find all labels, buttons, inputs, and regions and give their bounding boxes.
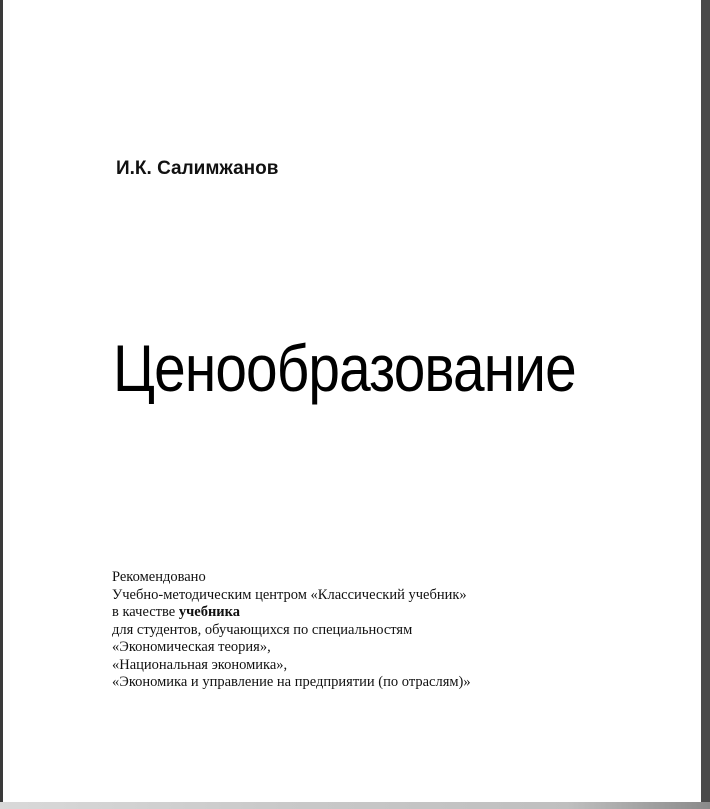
document-page: [3, 0, 701, 802]
recommendation-line: для студентов, обучающихся по специальностям: [112, 621, 413, 638]
recommendation-line: Рекомендовано: [112, 569, 206, 585]
recommendation-line: «Экономическая теория»,: [112, 639, 271, 655]
recommendation-text: в качестве: [112, 604, 179, 620]
recommendation-line: Учебно-методическим центром «Классический учебник»: [112, 586, 467, 603]
viewer-right-edge: [701, 0, 710, 809]
author-name: И.К. Салимжанов: [116, 158, 279, 179]
recommendation-line: «Экономика и управление на предприятии (по отраслям)»: [112, 674, 471, 690]
recommendation-block: [112, 569, 471, 692]
book-title: Ценообразование: [113, 331, 576, 405]
recommendation-line: «Национальная экономика»,: [112, 656, 288, 673]
recommendation-bold-text: учебника: [178, 604, 241, 620]
viewer-bottom-edge: [0, 802, 710, 809]
recommendation-line: [112, 604, 471, 622]
